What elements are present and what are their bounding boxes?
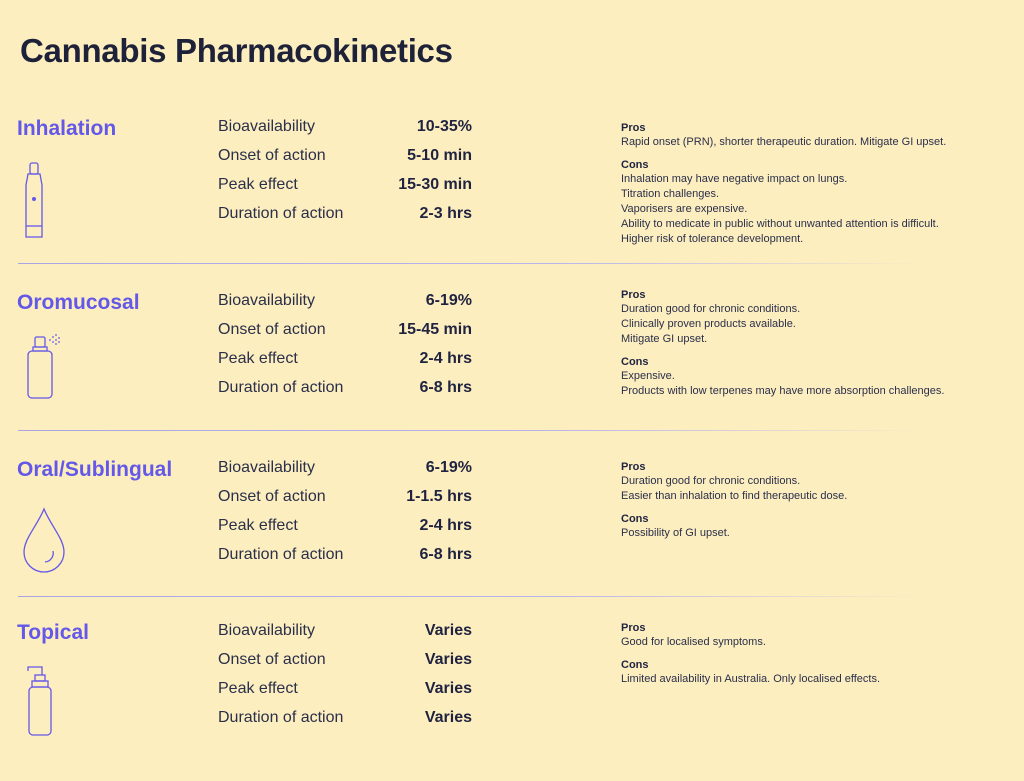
metric-row xyxy=(218,459,478,488)
route-section-oromucosal xyxy=(0,291,1024,451)
metric-row xyxy=(218,205,478,234)
metric-value: 1-1.5 hrs xyxy=(406,488,472,505)
metric-row xyxy=(218,350,478,379)
metric-value: 6-8 hrs xyxy=(419,546,472,563)
metric-row xyxy=(218,709,478,738)
drop-icon xyxy=(20,506,68,581)
cons-item: Possibility of GI upset. xyxy=(621,527,730,539)
route-title: Oral/Sublingual xyxy=(17,458,173,481)
cons-item: Vaporisers are expensive. xyxy=(621,203,748,215)
pros-heading: Pros xyxy=(621,461,646,473)
cons-heading: Cons xyxy=(621,159,649,171)
cons-item: Limited availability in Australia. Only localised effects. xyxy=(621,673,881,685)
metric-label: Peak effect xyxy=(218,176,298,193)
cons-item: Products with low terpenes may have more absorption challenges. xyxy=(621,385,945,397)
metrics-table xyxy=(218,622,478,738)
metric-label: Onset of action xyxy=(218,488,326,505)
metric-value: 6-19% xyxy=(425,459,472,476)
cons-item: Ability to medicate in public without unwanted attention is difficult. xyxy=(621,218,939,230)
route-title: Topical xyxy=(17,621,89,644)
metrics-table xyxy=(218,459,478,575)
metric-row xyxy=(218,147,478,176)
metric-value: Varies xyxy=(424,622,472,639)
pros-item: Good for localised symptoms. xyxy=(621,636,766,648)
pros-cons xyxy=(621,621,1021,687)
cons-item: Expensive. xyxy=(621,370,675,382)
metric-row xyxy=(218,546,478,575)
metric-label: Onset of action xyxy=(218,651,326,668)
metric-value: 2-4 hrs xyxy=(419,517,472,534)
metric-row xyxy=(218,379,478,408)
metric-value: 5-10 min xyxy=(407,147,472,164)
metric-label: Bioavailability xyxy=(218,622,315,639)
metric-value: 2-3 hrs xyxy=(419,205,472,222)
metric-value: 15-45 min xyxy=(398,321,472,338)
cons-item: Inhalation may have negative impact on lungs. xyxy=(621,173,848,185)
pros-cons xyxy=(621,460,1021,541)
cons-heading: Cons xyxy=(621,513,649,525)
section-divider xyxy=(18,596,924,597)
metric-row xyxy=(218,622,478,651)
metric-row xyxy=(218,651,478,680)
metric-row xyxy=(218,517,478,546)
metrics-table xyxy=(218,292,478,408)
metric-label: Duration of action xyxy=(218,546,344,563)
pros-cons xyxy=(621,121,1021,247)
pump-bottle-icon xyxy=(20,665,60,744)
metric-label: Duration of action xyxy=(218,379,344,396)
pros-heading: Pros xyxy=(621,622,646,634)
metric-label: Peak effect xyxy=(218,517,298,534)
metric-value: Varies xyxy=(424,651,472,668)
route-section-topical xyxy=(0,621,1024,781)
pros-item: Rapid onset (PRN), shorter therapeutic duration. Mitigate GI upset. xyxy=(621,136,947,148)
page-title: Cannabis Pharmacokinetics xyxy=(20,32,453,69)
metric-label: Onset of action xyxy=(218,147,326,164)
metric-label: Bioavailability xyxy=(218,459,315,476)
metric-label: Peak effect xyxy=(218,350,298,367)
metric-row xyxy=(218,680,478,709)
metric-value: 15-30 min xyxy=(398,176,472,193)
metrics-table xyxy=(218,118,478,234)
metric-row xyxy=(218,488,478,517)
pros-heading: Pros xyxy=(621,122,646,134)
metric-value: Varies xyxy=(424,709,472,726)
pros-cons xyxy=(621,288,1021,399)
pros-item: Easier than inhalation to find therapeutic dose. xyxy=(621,490,848,502)
metric-row xyxy=(218,176,478,205)
cons-item: Higher risk of tolerance development. xyxy=(621,233,804,245)
pros-item: Clinically proven products available. xyxy=(621,318,796,330)
route-section-inhalation xyxy=(0,117,1024,277)
metric-label: Duration of action xyxy=(218,709,344,726)
metric-row xyxy=(218,292,478,321)
route-title: Inhalation xyxy=(17,117,117,140)
metric-value: 6-8 hrs xyxy=(419,379,472,396)
metric-label: Peak effect xyxy=(218,680,298,697)
metric-row xyxy=(218,321,478,350)
metric-label: Bioavailability xyxy=(218,118,315,135)
metric-value: 2-4 hrs xyxy=(419,350,472,367)
route-section-oral-sublingual xyxy=(0,458,1024,618)
metric-label: Bioavailability xyxy=(218,292,315,309)
pros-item: Mitigate GI upset. xyxy=(621,333,708,345)
metric-value: 10-35% xyxy=(416,118,472,135)
section-divider xyxy=(18,263,924,264)
cons-heading: Cons xyxy=(621,659,649,671)
route-title: Oromucosal xyxy=(17,291,140,314)
cons-heading: Cons xyxy=(621,356,649,368)
metric-value: Varies xyxy=(424,680,472,697)
section-divider xyxy=(18,430,924,431)
metric-value: 6-19% xyxy=(425,292,472,309)
pros-item: Duration good for chronic conditions. xyxy=(621,303,801,315)
metric-row xyxy=(218,118,478,147)
metric-label: Onset of action xyxy=(218,321,326,338)
pros-heading: Pros xyxy=(621,289,646,301)
cons-item: Titration challenges. xyxy=(621,188,720,200)
vape-pen-icon xyxy=(20,161,48,246)
spray-bottle-icon xyxy=(20,333,66,406)
pros-item: Duration good for chronic conditions. xyxy=(621,475,801,487)
metric-label: Duration of action xyxy=(218,205,344,222)
